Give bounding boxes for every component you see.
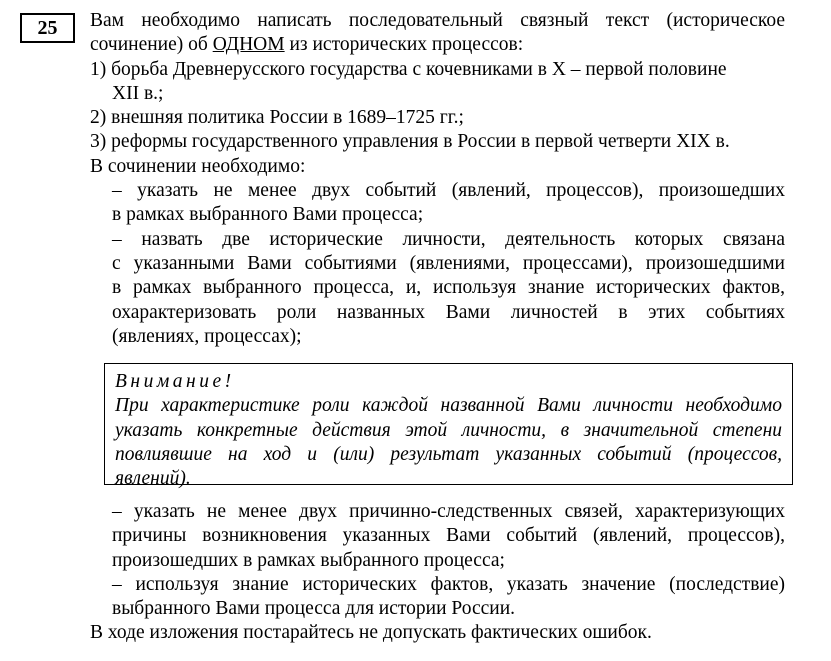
- task-text: [90, 9, 785, 349]
- req2-line-1: – назвать две исторические личности, деятельность которых связана: [112, 228, 785, 250]
- requirement-3: [90, 500, 785, 573]
- req1-line-1: – указать не менее двух событий (явлений, процессов), произошедших: [112, 180, 785, 202]
- req2-line-4: охарактеризовать роли названных Вами личностей в этих событиях: [112, 301, 785, 323]
- requirements-heading: В сочинении необходимо:: [90, 155, 306, 177]
- task-text-continued: [90, 500, 785, 646]
- req1-line-2: в рамках выбранного Вами процесса;: [112, 204, 424, 226]
- option-2: 2) внешняя политика России в 1689–1725 гг.;: [90, 107, 464, 129]
- closing-line: В ходе изложения постарайтесь не допускать фактических ошибок.: [90, 622, 652, 644]
- requirement-1: [90, 179, 785, 228]
- attention-line-4: явлений).: [115, 468, 191, 490]
- attention-box: [104, 363, 793, 490]
- option-3: 3) реформы государственного управления в России в первой четверти XIX в.: [90, 131, 730, 153]
- task-number-box: [20, 13, 75, 43]
- req4-line-2: выбранного Вами процесса для истории России.: [112, 598, 516, 620]
- requirement-4: [90, 573, 785, 622]
- requirement-2: [90, 228, 785, 349]
- req2-line-2: с указанными Вами событиями (явлениями, процессами), произошедшими: [112, 252, 785, 274]
- intro-line-1: Вам необходимо написать последовательный связный текст (историческое: [90, 10, 785, 31]
- intro-emphasis: ОДНОМ: [212, 34, 285, 56]
- attention-line-3: повлиявшие на ход и (или) результат указанных событий (процессов,: [115, 443, 782, 465]
- attention-line-1: При характеристике роли каждой названной Вами личности необходимо: [115, 395, 782, 417]
- task-number: 25: [37, 17, 58, 39]
- option-1-line-1: 1) борьба Древнерусского государства с кочевниками в X – первой половине: [90, 58, 727, 80]
- attention-line-2: указать конкретные действия этой личности, в значительной степени: [115, 419, 782, 441]
- req4-line-1: – используя знание исторических фактов, указать значение (последствие): [112, 573, 785, 595]
- req3-line-2: причины возникновения указанных Вами событий (явлений, процессов),: [112, 525, 785, 547]
- intro-line-2-post: из исторических процессов:: [284, 34, 524, 56]
- intro-line-2-pre: сочинение) об: [90, 34, 213, 56]
- req2-line-3: в рамках выбранного процесса, и, используя знание исторических фактов,: [112, 277, 785, 299]
- option-1-line-2: XII в.;: [112, 82, 164, 104]
- req3-line-3: произошедших в рамках выбранного процесса;: [112, 549, 505, 571]
- attention-title: Внимание!: [115, 371, 235, 392]
- intro-line-2: [90, 33, 785, 57]
- req3-line-1: – указать не менее двух причинно-следственных связей, характеризующих: [112, 501, 785, 522]
- req2-line-5: (явлениях, процессах);: [112, 325, 302, 347]
